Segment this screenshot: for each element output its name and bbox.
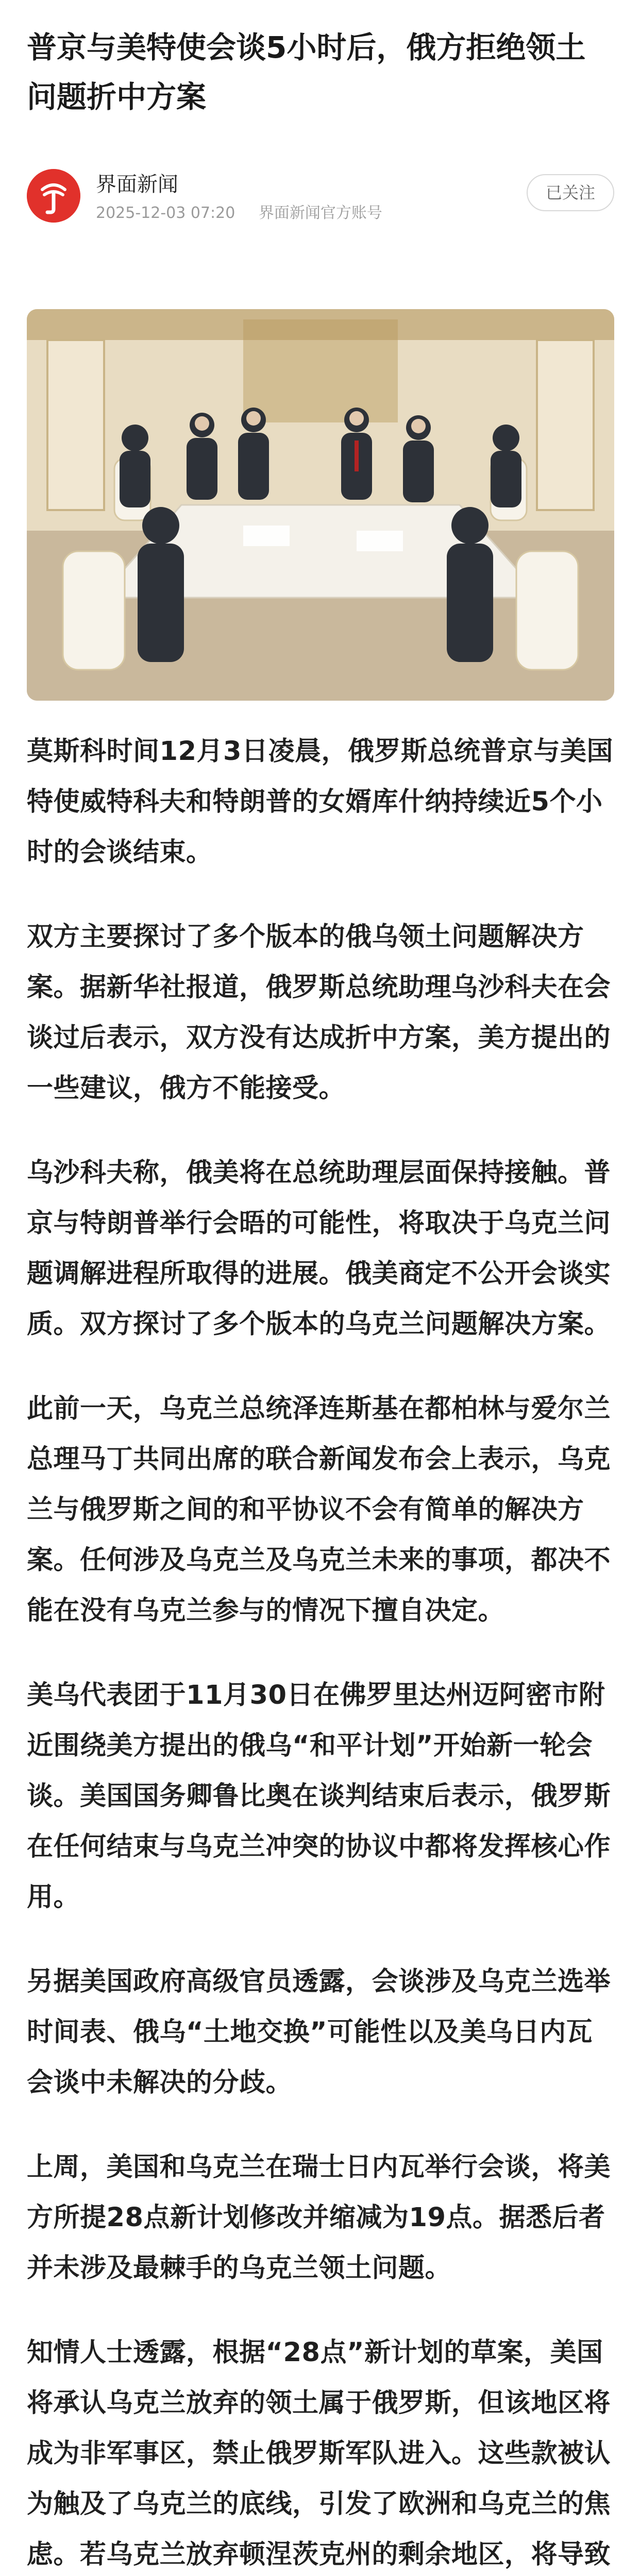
paragraph: 知情人士透露，根据“28点”新计划的草案，美国将承认乌克兰放弃的领土属于俄罗斯，但该地区将成为非军事区，禁止俄罗斯军队进入。这些款被认为触及了乌克兰的底线，引发了欧洲和乌克兰的焦虑。若乌克兰放弃顿涅茨克州的剩余地区，将导致 [27,2337,611,2570]
paragraph: 上周，美国和乌克兰在瑞士日内瓦举行会谈，将美方所提28点新计划修改并缩减为19点。据悉后者并未涉及最棘手的乌克兰领土问题。 [27,2152,611,2283]
article-photo[interactable] [27,309,614,701]
paragraph: 莫斯科时间12月3日凌晨，俄罗斯总统普京与美国特使威特科夫和特朗普的女婿库什纳持续近5个小时的会谈结束。 [27,736,613,868]
paragraph: 双方主要探讨了多个版本的俄乌领土问题解决方案。据新华社报道，俄罗斯总统助理乌沙科夫在会谈过后表示，双方没有达成折中方案，美方提出的一些建议，俄方不能接受。 [27,922,611,1104]
author-bar [27,164,614,236]
photo-illustration [27,309,614,701]
jiemian-logo-icon[interactable] [27,169,80,223]
author-name[interactable]: 界面新闻 [96,173,178,196]
account-label: 界面新闻官方账号 [258,204,382,222]
paragraph: 另据美国政府高级官员透露，会谈涉及乌克兰选举时间表、俄乌“土地交换”可能性以及美乌日内瓦会谈中未解决的分歧。 [27,1967,611,2098]
paragraph: 美乌代表团于11月30日在佛罗里达州迈阿密市附近围绕美方提出的俄乌“和平计划”开始新一轮会谈。美国国务卿鲁比奥在谈判结束后表示，俄罗斯在任何结束与乌克兰冲突的协议中都将发挥核心作用。 [27,1680,611,1912]
paragraph: 乌沙科夫称，俄美将在总统助理层面保持接触。普京与特朗普举行会晤的可能性，将取决于乌克兰问题调解进程所取得的进展。俄美商定不公开会谈实质。双方探讨了多个版本的乌克兰问题解决方案。 [27,1158,611,1340]
article-title: 普京与美特使会谈5小时后，俄方拒绝领土问题折中方案 [27,30,586,114]
publish-timestamp: 2025-12-03 07:20 [96,204,235,222]
article-body [27,726,614,2576]
author-meta [96,203,401,224]
paragraph: 此前一天，乌克兰总统泽连斯基在都柏林与爱尔兰总理马丁共同出席的联合新闻发布会上表示，乌克兰与俄罗斯之间的和平协议不会有简单的解决方案。任何涉及乌克兰及乌克兰未来的事项，都决不能在没有乌克兰参与的情况下擅自决定。 [27,1394,611,1626]
follow-button[interactable]: 已关注 [527,174,614,211]
